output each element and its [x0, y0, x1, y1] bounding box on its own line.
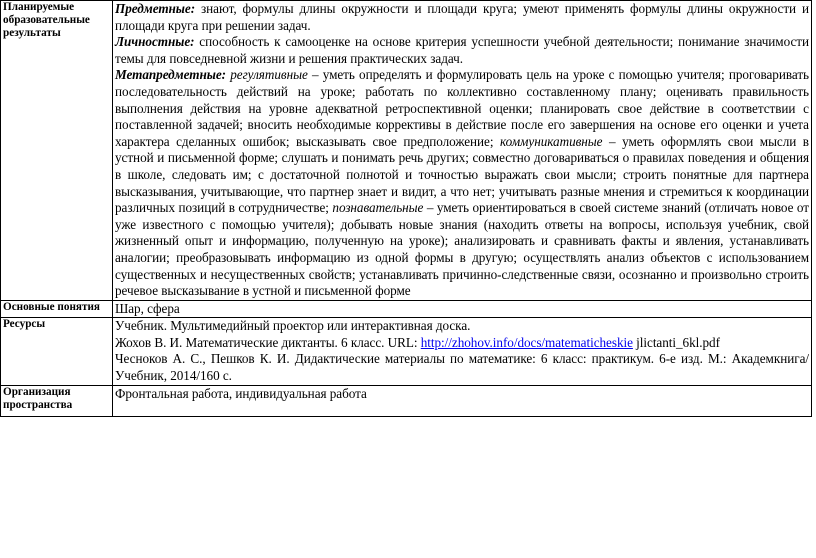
- regulatory-text: – уметь определять и формулировать цель на уроке с помощью учителя; проговаривать последовательность действий на уроке; работать по коллективно составленному плану; оценивать правильность выполнения действия на уровне адекватной ретроспективной оценки; планировать свое действие в соответствии с поставленной задачей; вносить необходимые коррективы в действие после его завершения на основе его оценки и учета характера сделанных ошибок; высказывать свое предположение;: [115, 67, 809, 149]
- communicative-label: коммуникативные: [500, 133, 603, 149]
- table-row-concepts: [1, 300, 812, 318]
- space-label: Организация пространства: [1, 385, 113, 416]
- resources-content: [113, 318, 812, 385]
- table-row-resources: [1, 318, 812, 385]
- resource-line-3: Чесноков А. С., Пешков К. И. Дидактические материалы по математике: 6 класс: практикум. 6-е изд. М.: Академкнига/Учебник, 2014/160 с.: [115, 351, 809, 384]
- personal-heading: Личностные:: [115, 34, 195, 50]
- subject-text: знают, формулы длины окружности и площади круга; умеют применять формулы длины окружности и площади круга при решении задач.: [115, 1, 809, 33]
- cognitive-text: – уметь ориентироваться в своей системе знаний (отличать новое от уже известного с помощью учителя); добывать новые знания (находить ответы на вопросы, используя учебник, свой жизненный опыт и информацию, полученную на уроке); анализировать и сравнивать факты и явления, устанавливать аналогии; преобразовывать информацию из одной формы в другую; осуществлять анализ объектов с использованием существенных и несущественных свойств; устанавливать причинно-следственные связи, осознанно и произвольно строить речевое высказывание в устной и письменной форме: [115, 200, 809, 299]
- meta-heading: Метапредметные:: [115, 67, 227, 83]
- personal-text: способность к самооценке на основе критерия успешности учебной деятельности; понимание значимости темы для повседневной жизни и решения практических задач.: [115, 34, 809, 66]
- space-content: Фронтальная работа, индивидуальная работа: [113, 385, 812, 416]
- regulatory-label: регулятивные: [230, 67, 308, 83]
- communicative-text: – уметь оформлять свои мысли в устной и письменной форме; слушать и понимать речь других; совместно договариваться о правилах поведения и общения в школе, следовать им; с достаточной полнотой и точностью выражать свои мысли; строить понятные для партнера высказывания, учитывающие, что партнер знает и видит, а что нет; учитывать разные мнения и стремиться к координации различных позиций в сотрудничестве;: [115, 133, 809, 216]
- resource-line-2-prefix: Жохов В. И. Математические диктанты. 6 класс. URL:: [115, 334, 421, 350]
- concepts-label: Основные понятия: [1, 300, 113, 318]
- results-content: [113, 1, 812, 301]
- resource-url-link[interactable]: http://zhohov.info/docs/matematicheskie: [420, 334, 633, 350]
- personal-results: [115, 34, 809, 67]
- resource-line-2-suffix: jlictanti_6kl.pdf: [632, 334, 720, 350]
- concepts-content: Шар, сфера: [113, 300, 812, 318]
- resource-line-2: [115, 335, 809, 352]
- table-row-space: [1, 385, 812, 416]
- resources-label: Ресурсы: [1, 318, 113, 385]
- resource-line-1: Учебник. Мультимедийный проектор или интерактивная доска.: [115, 318, 471, 334]
- subject-heading: Предметные:: [115, 1, 196, 16]
- table-row-results: [1, 1, 812, 301]
- cognitive-label: познавательные: [332, 200, 424, 216]
- results-label: Планируемые образовательные результаты: [1, 1, 113, 301]
- meta-results: [115, 67, 809, 299]
- subject-results: [115, 1, 809, 34]
